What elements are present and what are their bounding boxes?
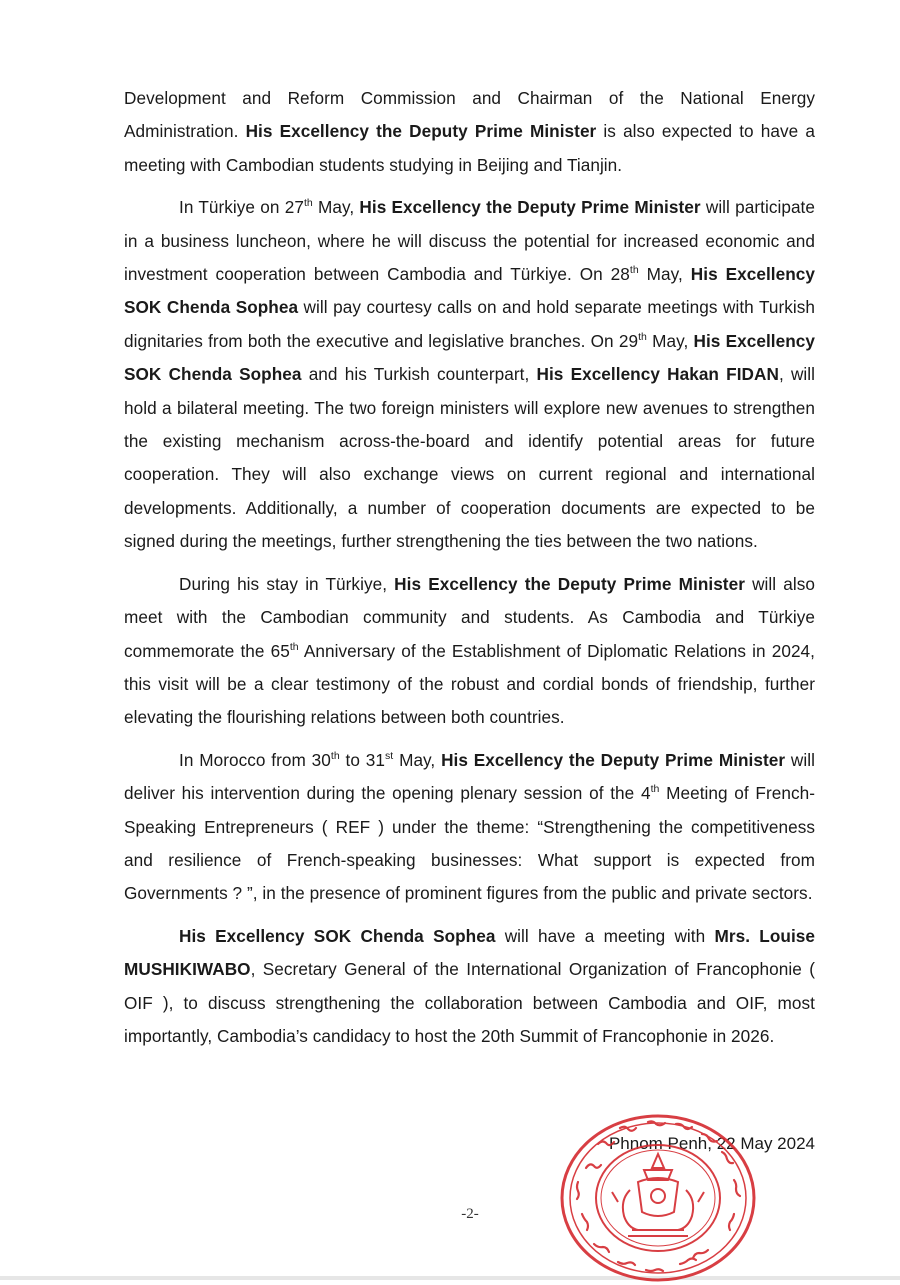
paragraph-p2 [124,191,815,558]
ordinal-suffix: st [385,749,394,762]
paragraph-text: and his Turkish counterpart, [301,364,537,385]
ordinal-suffix: th [629,264,639,277]
paragraph-text: Meeting of French-Speaking Entrepreneurs ( REF ) under the theme: “Strengthening the competitiveness and resilience of French-speaking businesses: What support is expected from Governments ? ”, in the presence of prominent figures from the public and private sectors. [124,783,815,904]
paragraph-text: May, [638,264,691,285]
paragraph-text: Development and Reform Commission and Chairman of the National Energy Administration. [124,88,815,142]
paragraph-text: will deliver his intervention during the opening plenary session of the 4 [124,749,815,804]
paragraph-p3 [124,568,815,735]
paragraph-text: to 31 [339,749,385,770]
document-body [124,82,815,1062]
paragraph-text: is also expected to have a meeting with Cambodian students studying in Beijing and Tianjin. [124,121,816,175]
paragraph-p5 [124,920,815,1054]
bold-name-text: Mrs. Louise MUSHIKIWABO [124,925,815,980]
ordinal-suffix: th [330,749,340,762]
bold-name-text: His Excellency the Deputy Prime Minister [441,749,786,770]
paragraph-text: will pay courtesy calls on and hold separate meetings with Turkish dignitaries from both the executive and legislative branches. On 29 [124,297,815,351]
paragraph-text: During his stay in Türkiye, [179,573,395,594]
paragraph-text: In Morocco from 30 [179,749,331,770]
paragraph-text: May, [312,197,360,218]
paragraph-text: May, [646,330,694,351]
bold-name-text: His Excellency the Deputy Prime Minister [359,197,701,218]
paragraph-text: will also meet with the Cambodian community and students. As Cambodia and Türkiye commemorate the 65 [124,573,816,661]
page-number: -2- [461,1206,479,1222]
paragraph-text: In Türkiye on 27 [179,197,304,218]
paragraph-text: will participate in a business luncheon, where he will discuss the potential for increased economic and investment cooperation between Cambodia and Türkiye. On 28 [124,197,815,285]
bold-name-text: His Excellency the Deputy Prime Minister [245,121,597,142]
page-bottom-edge [0,1276,900,1280]
bold-name-text: His Excellency SOK Chenda Sophea [124,330,815,385]
paragraph-p1 [124,82,815,182]
paragraph-text: , Secretary General of the International Organization of Francophonie ( OIF ), to discuss strengthening the collaboration between Cambodia and OIF, most importantly, Cambodia’s candidacy to host the 20th Summit of Francophonie in 2026. [124,959,815,1046]
paragraph-text: May, [393,749,442,770]
bold-name-text: His Excellency Hakan FIDAN [536,364,779,385]
bold-name-text: His Excellency SOK Chenda Sophea [179,925,496,946]
paragraph-text: will have a meeting with [495,925,715,946]
paragraph-text: Anniversary of the Establishment of Diplomatic Relations in 2024, this visit will be a clear testimony of the robust and cordial bonds of friendship, further elevating the flourishing relations between both countries. [124,640,815,728]
bold-name-text: His Excellency the Deputy Prime Minister [394,573,745,594]
official-seal-icon [558,1110,758,1285]
paragraph-p4 [124,744,815,911]
ordinal-suffix: th [303,197,313,210]
dateline: Phnom Penh, 22 May 2024 [608,1134,815,1153]
bold-name-text: His Excellency SOK Chenda Sophea [124,264,815,318]
ordinal-suffix: th [638,330,647,343]
ordinal-suffix: th [650,783,660,796]
ordinal-suffix: th [289,640,299,653]
paragraph-text: , will hold a bilateral meeting. The two foreign ministers will explore new avenues to strengthen the existing mechanism across-the-board and identify potential areas for future cooperation. They will also exchange views on current regional and international developments. Additionally, a number of cooperation documents are expected to be signed during the meetings, further strengthening the ties between the two nations. [124,364,816,552]
